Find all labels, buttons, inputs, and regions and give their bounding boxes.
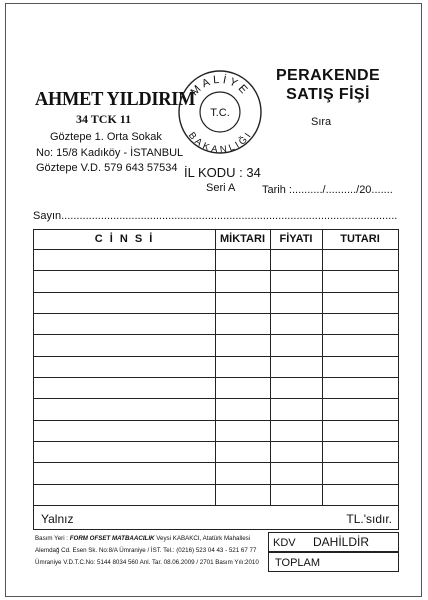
currency-suffix: TL.'sıdır. bbox=[346, 512, 392, 526]
issuer-tax-code: 34 TCK 11 bbox=[76, 112, 132, 126]
table-row-divider bbox=[34, 356, 398, 357]
table-row-divider bbox=[34, 377, 398, 378]
column-header-quantity: MİKTARI bbox=[219, 233, 265, 245]
table-header-divider bbox=[34, 249, 398, 250]
svg-text:BAKANLIĞI bbox=[186, 130, 254, 155]
printer-info-line1 bbox=[35, 535, 250, 542]
column-header-amount: TUTARI bbox=[340, 233, 380, 245]
seal-bottom-text: BAKANLIĞI bbox=[185, 130, 255, 155]
printer-prefix: Basım Yeri : bbox=[35, 535, 70, 542]
printer-info-line2: Alemdağ Cd. Esen Sk. No:8/A Ümraniye / İST. Tel.: (0216) 523 04 43 - 521 67 77 bbox=[35, 547, 257, 554]
printer-name: FORM OFSET MATBAACILIK bbox=[69, 535, 155, 542]
table-row-divider bbox=[34, 484, 398, 485]
customer-field: Sayın.............................................................................................................. bbox=[33, 210, 398, 222]
document-title-line1: PERAKENDE bbox=[275, 67, 381, 84]
column-header-item: C İ N S İ bbox=[94, 233, 155, 245]
sequence-label: Sıra bbox=[311, 116, 332, 128]
date-field: Tarih :........../........../20....... bbox=[262, 184, 393, 196]
table-row-divider bbox=[34, 313, 398, 314]
printer-info-line3: Ümraniye V.D.T.C.No: 5144 8034 560 Anl. Tar. 08.06.2009 / 2701 Basım Yılı:2010 bbox=[35, 559, 259, 566]
issuer-name: AHMET YILDIRIM bbox=[35, 88, 196, 110]
items-table bbox=[33, 229, 399, 506]
table-row-divider bbox=[34, 462, 398, 463]
issuer-tax-office: Göztepe V.D. 579 643 57534 bbox=[36, 162, 178, 174]
column-header-price: FİYATI bbox=[279, 233, 313, 245]
issuer-address-line1: Göztepe 1. Orta Sokak bbox=[50, 131, 162, 143]
total-label: TOPLAM bbox=[275, 557, 321, 569]
table-row-divider bbox=[34, 398, 398, 399]
kdv-label: KDV bbox=[273, 537, 296, 549]
kdv-box bbox=[268, 532, 399, 552]
kdv-value: DAHİLDİR bbox=[313, 535, 370, 549]
table-row-divider bbox=[34, 270, 398, 271]
province-code: İL KODU : 34 bbox=[184, 165, 261, 180]
ministry-seal-icon bbox=[177, 69, 263, 155]
printer-rest: Veysi KABAKCI, Atatürk Mahallesi bbox=[154, 535, 251, 542]
table-row-divider bbox=[34, 441, 398, 442]
table-row-divider bbox=[34, 420, 398, 421]
total-box bbox=[268, 552, 399, 572]
table-row-divider bbox=[34, 292, 398, 293]
table-row-divider bbox=[34, 334, 398, 335]
amount-in-words-label: Yalnız bbox=[41, 512, 74, 526]
seal-top-text: MALİYE bbox=[188, 73, 252, 99]
series-label: Seri A bbox=[206, 182, 236, 194]
issuer-address-line2: No: 15/8 Kadıköy - İSTANBUL bbox=[36, 147, 184, 159]
amount-in-words-row bbox=[33, 506, 399, 530]
seal-center-text: T.C. bbox=[210, 107, 230, 119]
document-title-line2: SATIŞ FİŞİ bbox=[286, 86, 370, 103]
